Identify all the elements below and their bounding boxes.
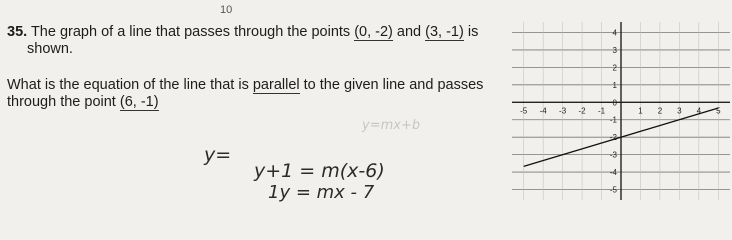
- faint-handwriting: y=mx+b: [362, 118, 421, 133]
- question-text: What is the equation of the line that is: [7, 77, 249, 93]
- y-tick-label: 0: [612, 98, 617, 108]
- handwritten-attempt: 1y = mx - 7: [268, 182, 375, 203]
- y-tick-label: 1: [612, 80, 617, 90]
- problem-35: [7, 24, 517, 111]
- handwritten-y-equals: y=: [204, 144, 232, 166]
- problem-number: 35.: [7, 24, 28, 40]
- problem-line-2: shown.: [27, 41, 73, 57]
- question-text-2: to the given line and passes: [303, 77, 484, 93]
- x-tick-label: 3: [677, 106, 682, 116]
- x-tick-label: 5: [716, 106, 721, 116]
- parallel-word: parallel: [252, 77, 300, 93]
- question-text-3: through the point: [7, 94, 116, 110]
- x-tick-label: -4: [539, 106, 547, 116]
- y-tick-label: -4: [609, 168, 617, 178]
- x-tick-label: -1: [597, 106, 606, 116]
- handwritten-point-slope: y+1 = m(x-6): [254, 160, 385, 182]
- problem-text: The graph of a line that passes through the points: [30, 24, 351, 40]
- page-number: 10: [220, 4, 233, 16]
- problem-line-1: [7, 24, 517, 41]
- x-tick-label: -3: [559, 106, 567, 116]
- x-tick-label: 4: [696, 106, 702, 116]
- y-tick-label: -2: [609, 133, 617, 143]
- x-tick-label: 1: [638, 106, 643, 116]
- y-tick-label: -5: [609, 185, 617, 195]
- y-tick-label: 3: [612, 45, 617, 55]
- coordinate-graph: [512, 22, 730, 200]
- y-tick-label: -1: [609, 115, 617, 125]
- x-tick-label: -5: [520, 106, 528, 116]
- problem-text-is: is: [467, 24, 479, 40]
- question-line-2: [7, 94, 517, 111]
- question-line-1: [7, 77, 517, 94]
- x-tick-label: -2: [578, 106, 586, 116]
- point-1: (0, -2): [354, 24, 393, 40]
- point-3: (6, -1): [119, 94, 159, 110]
- y-tick-label: 4: [612, 28, 617, 38]
- y-tick-label: 2: [612, 63, 617, 73]
- x-tick-label: 2: [657, 106, 663, 116]
- y-tick-label: -3: [609, 150, 617, 160]
- point-2: (3, -1): [425, 24, 464, 40]
- problem-text-and: and: [396, 24, 422, 40]
